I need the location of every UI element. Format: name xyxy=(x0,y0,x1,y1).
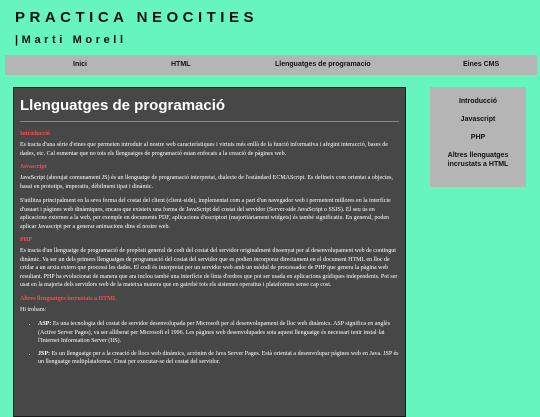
languages-list xyxy=(20,320,399,367)
list-item xyxy=(38,350,399,367)
section-title-php: PHP xyxy=(20,237,32,243)
page-title: Llenguatges de programació xyxy=(20,97,399,122)
sidebar-link-introduccio[interactable]: Introducció xyxy=(458,98,498,105)
paragraph-php: Es tracta d'un llenguatge de programació de propòsit general de codi del costat del servidor originalment dissenyat per al desenvolupament web de contingut dinàmic. Va ser un dels primers llenguatges de programació del costat del servidor que es podien incorporar directament en el document HTML en lloc de cridar a un arxiu extern que processi les dades. El codi és interpretat per un servidor web amb un mòdul de processador de PHP que genera la pàgina web resultant. PHP ha evolucionat de manera que ara inclou també una interfície de línia d'ordres que pot ser usada en aplicacions gràfiques independents. Pot ser usat en la majoria dels servidors web de la mateixa manera que en gairebé tots els sistemes operatius i plataformes sense cap cost. xyxy=(20,248,398,288)
sidebar xyxy=(430,87,526,187)
nav-link-llenguatges[interactable]: Llenguatges de programacio xyxy=(275,61,371,68)
paragraph-introduccio: Es tracta d'una sèrie d'eines que permeten introduir al nostre web característiques i virtuts més enllà de la funció informativa i afegint interacció, bases de dades, etc. Cal esmentar que no tots els llenguatges de programació estan enfocats a la creació de pàgines web. xyxy=(20,142,388,157)
nav-link-eines-cms[interactable]: Eines CMS xyxy=(463,61,500,68)
section-title-altres: Altres llenguatges incrustats a HTML xyxy=(20,295,117,302)
sidebar-link-javascript[interactable]: Javascript xyxy=(460,116,496,123)
nav-link-inici[interactable]: Inici xyxy=(73,61,88,68)
nav-link-html[interactable]: HTML xyxy=(171,61,191,68)
section-title-introduccio: Introducció xyxy=(20,131,50,137)
site-author: |Marti Morell xyxy=(15,34,127,46)
main-content xyxy=(13,87,406,417)
section-title-javascript: Javascript xyxy=(20,164,47,170)
paragraph-javascript-1: JavaScript (abreujat comunament JS) és un llenguatge de programació interpretat, dialecte de l'estàndard ECMAScript. Es defineix com orientat a objectes, basat en prototips, imperatiu, dèbilment tipat i dinàmic. xyxy=(20,175,393,190)
top-navbar xyxy=(5,55,537,75)
paragraph-altres: Hi trobam: xyxy=(20,306,47,313)
sidebar-link-altres[interactable]: Altres llenguatges incrustats a HTML xyxy=(447,152,509,168)
list-item-term: JSP: xyxy=(38,350,50,357)
list-item-term: ASP: xyxy=(38,321,52,327)
sidebar-link-php[interactable]: PHP xyxy=(470,134,486,141)
list-item-text: Es una tecnologia del costat de servidor desenvolupada per Microsoft per al desenvolupament de lloc web dinàmics. ASP significa en anglès (Active Server Pages), va ser alliberat per Microsoft el 1996. Les pàgines web desenvolupades sota aquest llenguatge és necessari tenir instal·lat l'Internet Information Server (IIS). xyxy=(38,321,391,344)
paragraph-javascript-2: S'utilitza principalment en la seva forma del costat del client (client-side), implementat com a part d'un navegador web i permetent millores en la interfície d'usuari i pàgines web dinàmiques, encara que existeix una forma de JavaScript del costat del servidor (Server-side JavaScript o SSJS). El seu ús en aplicacions externes a la web, per exemple en documents PDF, aplicacions d'escriptori (majoritàriament widgets) és també significatiu. En general, poden aplicar Javascript per a generar animacions dins el nostre web. xyxy=(20,198,391,230)
list-item xyxy=(38,320,399,346)
site-title: PRACTICA NEOCITIES xyxy=(15,9,258,26)
list-item-text: Es un llenguatge per a la creació de llocs web dinàmics, acrònim de Java Server Pages. Està orientat a desenvolupar pàgines web en Java. JSP és un llenguatge multiplataforma. Creat per executar-se del costat del servidor. xyxy=(38,350,399,365)
